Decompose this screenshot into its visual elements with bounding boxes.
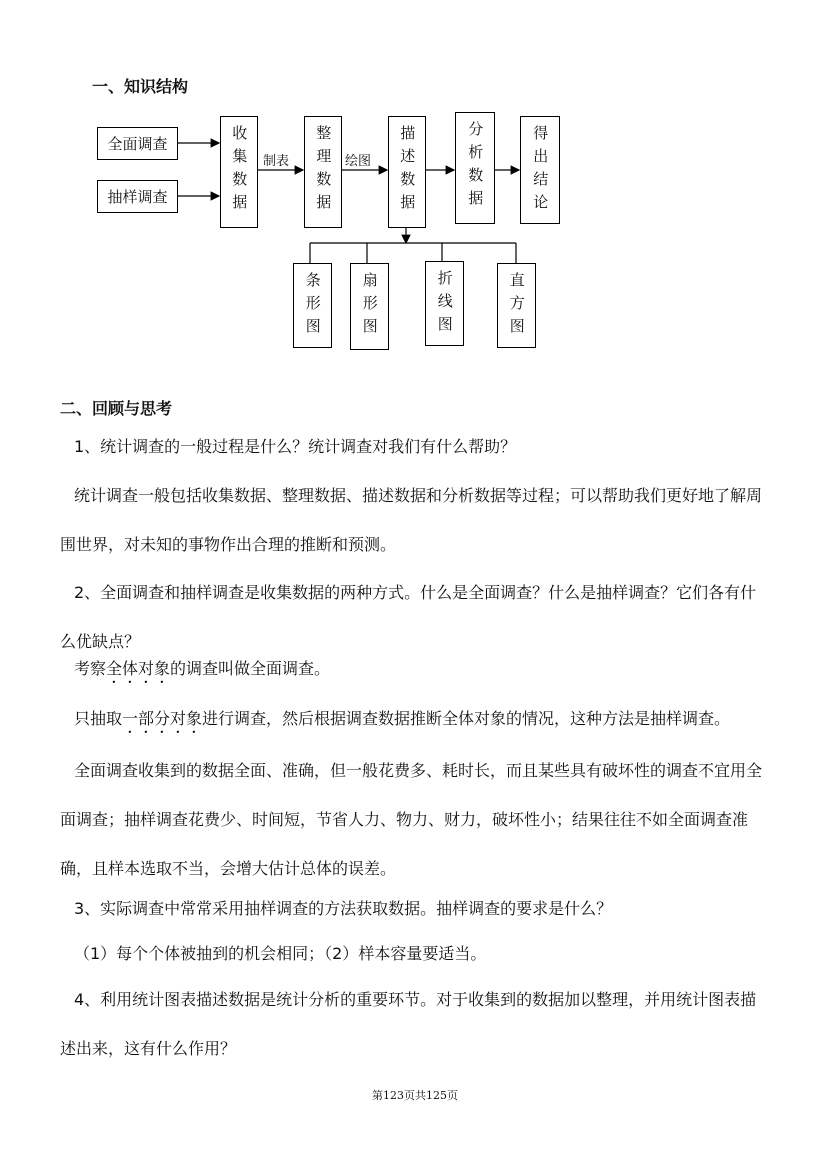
label-tabulate: 制表 [263, 154, 290, 169]
question-1: 1、统计调查的一般过程是什么？统计调查对我们有什么帮助？ [74, 437, 517, 456]
bar-chart-box [293, 263, 332, 348]
histogram-box [497, 263, 536, 348]
definition-full-survey [60, 644, 772, 693]
sample-survey-box: 抽样调查 [97, 180, 178, 213]
organize-data-box [304, 116, 342, 228]
full-survey-box: 全面调查 [97, 127, 178, 160]
pie-chart-box [350, 263, 389, 350]
definition-sample-post: 进行调查，然后根据调查数据推断全体对象的情况，这种方法是抽样调查。 [202, 709, 731, 728]
answer-1: 统计调查一般包括收集数据、整理数据、描述数据和分析数据等过程；可以帮助我们更好地了解周围世界，对未知的事物作出合理的推断和预测。 [60, 486, 763, 554]
definition-sample-emphasis: 一部分对象 [122, 709, 203, 728]
pie-chart-label: 扇形图 [360, 272, 379, 341]
analyze-data-box [455, 112, 495, 224]
definition-full-pre: 考察 [74, 659, 107, 678]
question-4: 4、利用统计图表描述数据是统计分析的重要环节。对于收集到的数据加以整理，并用统计图表描述出来，这有什么作用？ [60, 990, 757, 1058]
answer-3: （1）每个个体被抽到的机会相同；（2）样本容量要适当。 [74, 944, 487, 963]
label-plot: 绘图 [345, 154, 372, 169]
describe-data-label: 描述数据 [398, 125, 417, 217]
definition-full-post: 的调查叫做全面调查。 [170, 659, 331, 678]
describe-data-box [388, 116, 426, 228]
section-title-knowledge-structure: 一、知识结构 [92, 77, 189, 96]
histogram-label: 直方图 [507, 272, 526, 341]
question-2: 2、全面调查和抽样调查是收集数据的两种方式。什么是全面调查？什么是抽样调查？它们各有什么优缺点？ [60, 583, 757, 651]
conclusion-label: 得出结论 [531, 125, 550, 217]
section-title-review: 二、回顾与思考 [60, 399, 173, 418]
analyze-data-label: 分析数据 [466, 121, 485, 213]
collect-data-label: 收集数据 [230, 125, 249, 217]
page-number: 第123页共125页 [372, 1089, 458, 1102]
question-3: 3、实际调查中常常采用抽样调查的方法获取数据。抽样调查的要求是什么？ [74, 899, 613, 918]
bar-chart-label: 条形图 [303, 272, 322, 341]
definition-sample-pre: 只抽取 [74, 709, 123, 728]
definition-full-emphasis: 全体对象 [106, 659, 171, 678]
answer-2: 全面调查收集到的数据全面、准确，但一般花费多、耗时长，而且某些具有破坏性的调查不宜用全面调查；抽样调查花费少、时间短，节省人力、物力、财力，破坏性小；结果往往不如全面调查准确，且样本选取不当，会增大估计总体的误差。 [60, 761, 763, 878]
definition-sample-survey [60, 694, 772, 743]
line-chart-box [425, 261, 464, 346]
collect-data-box [220, 116, 258, 228]
line-chart-label: 折线图 [435, 270, 454, 339]
organize-data-label: 整理数据 [314, 125, 333, 217]
conclusion-box [520, 116, 560, 224]
